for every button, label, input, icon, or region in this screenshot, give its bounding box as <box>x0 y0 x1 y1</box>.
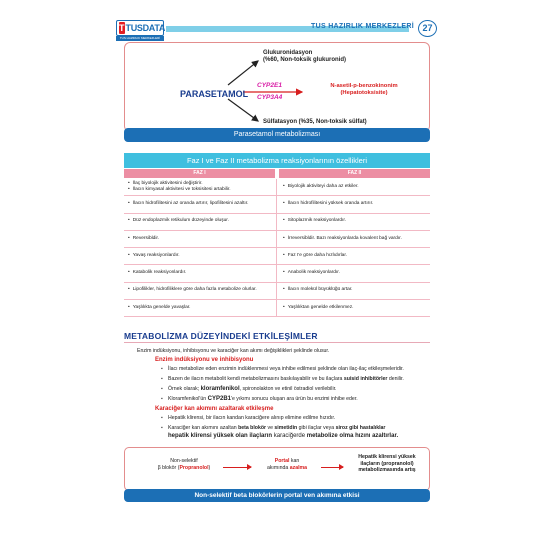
table-cell-item: • Yaşlılıkta genelde yavaşlar. <box>128 305 275 312</box>
table-cell-item: • Düz endoplazmik retikulum düzeyinde oluşur. <box>128 218 275 225</box>
logo-t-icon: T <box>119 23 125 33</box>
table-cell-item: • İlacın kimyasal aktivitesi ve toksisitesi artabilir. <box>128 187 275 194</box>
table-cell-item: • Sitoplazmik reaksiyonlardır. <box>283 218 430 225</box>
tusdata-logo <box>116 20 164 42</box>
table-cell-item: • İlacın hidrofilitesini yüksek oranda artırır. <box>283 201 430 208</box>
flow-box-beta-blocker <box>143 458 225 471</box>
flow-box2-pre: akımında <box>266 464 290 471</box>
table-row <box>124 231 430 248</box>
table-cell-item: • İrreversibldir. Bazı reaksiyonlarda kovalent bağ vardır. <box>283 236 430 243</box>
b3-post: , spironolakton ve etinil östradiol verilebilir. <box>239 386 337 392</box>
bullet-suicide-inhibitors <box>168 376 404 383</box>
phase-1-cell <box>124 265 275 281</box>
bullet-enzyme-1: ▪ İlacı metabolize eden enzimin indüklenmesi veya inhibe edilmesi şeklinde olan ilaç-ilaç etkileşmeleridir. <box>168 366 404 373</box>
phase-table <box>124 153 430 317</box>
table-row <box>124 283 430 300</box>
page-number: 27 <box>418 20 437 37</box>
flow-box2-line-2 <box>255 465 319 472</box>
phase-1-cell <box>124 300 275 316</box>
glucuronidation-line-1: Glukuronidasyon <box>263 50 313 56</box>
b6-bold-1: beta blokör <box>238 425 267 431</box>
flow-box3-line-3: metabolizmasında artış <box>358 467 416 473</box>
subheading-enzyme: Enzim indüksiyonu ve inhibisyonu <box>155 357 254 363</box>
table-cell-item: • Lipofilikler, hidrofiliklere göre daha fazla metabolize olurlar. <box>128 287 275 294</box>
phase-1-cell <box>124 231 275 247</box>
phase-table-title: Faz I ve Faz II metabolizma reaksiyonlarının özellikleri <box>124 153 430 168</box>
napqi-line-2: (Hepatotoksisite) <box>340 90 388 96</box>
phase-1-cell <box>124 196 275 212</box>
section-title: METABOLİZMA DÜZEYİNDEKİ ETKİLEŞİMLER <box>124 331 318 341</box>
b4-post: 'e yıkımı sonucu oluşan ara ürün bu enzimi inhibe eder. <box>230 396 358 402</box>
b6-pre: Karaciğer kan akımını azaltan <box>168 425 239 431</box>
b3-bold: kloramfenikol <box>200 386 240 392</box>
table-row <box>124 300 430 317</box>
bullet-examples <box>168 386 337 393</box>
flow-box-clearance <box>345 454 429 474</box>
subheading-blood-flow: Karaciğer kan akımını azaltarak etkileşme <box>155 406 274 412</box>
phase-2-cell <box>279 231 430 247</box>
logo-word: TUSDATA <box>125 23 166 33</box>
b4-bold: CYP2B1 <box>207 396 231 402</box>
table-cell-item: • İlaç biyolojik aktivitesini değiştirir. <box>128 181 275 188</box>
drug-name: PARASETAMOL <box>180 89 249 99</box>
bullet-blood-flow-line-2 <box>168 433 398 440</box>
b2-post: denilir. <box>387 376 404 382</box>
paracetamol-diagram <box>124 42 430 132</box>
glucuronidation-line-2: (%60, Non-toksik glukuronid) <box>263 57 347 63</box>
flow-box1-red: Propranolol <box>179 464 209 471</box>
cyp3a4-label: CYP3A4 <box>257 94 283 101</box>
table-cell-item: • Biyolojik aktiviteyi daha az etkiler. <box>283 184 430 191</box>
table-cell-item: • Yaşlılıktan genelde etkilenmez. <box>283 305 430 312</box>
flow-box1-line-1: Non-selektif <box>170 458 198 464</box>
phase-2-cell <box>279 214 430 230</box>
flow-arrow-1 <box>223 467 251 468</box>
flow-box3-line-1: Hepatik klirensi yüksek <box>358 454 416 460</box>
phase-1-cell <box>124 179 275 195</box>
phase-2-header: FAZ II <box>279 169 430 178</box>
table-cell-item: • İlacın hidrofilitesini az oranda artırır, lipofilitesini azaltır. <box>128 201 275 208</box>
flow-box1-post: ) <box>208 464 211 471</box>
table-row <box>124 196 430 213</box>
b6-mid-1: ve <box>266 425 275 431</box>
logo-subtitle: TUS HAZIRLIK MERKEZLERİ <box>116 36 164 41</box>
glucuronidation-label <box>263 50 346 64</box>
napqi-label <box>305 83 423 97</box>
section-underline <box>124 342 430 343</box>
table-cell-item: • Yavaş reaksiyonlardır. <box>128 253 275 260</box>
glucuronidation-arrow <box>228 61 258 85</box>
b6-line2-bold-1: hepatik klirensi yüksek olan ilaçların <box>168 433 273 439</box>
b2-bold: suisid inhibitörler <box>343 376 388 382</box>
header-title: TUS HAZIRLIK MERKEZLERİ <box>311 23 414 30</box>
phase-1-cell <box>124 248 275 264</box>
table-row <box>124 214 430 231</box>
table-cell-item: • Reversibldir. <box>128 236 275 243</box>
flow-box-portal <box>255 458 319 471</box>
phase-1-cell <box>124 283 275 299</box>
sulfation-label: Sülfatasyon (%35, Non-toksik sülfat) <box>263 119 367 125</box>
table-cell-item: • İlacın molekül büyüklüğü artar. <box>283 287 430 294</box>
table-row <box>124 179 430 196</box>
flow-box3-line-2: ilaçların (propranolol) <box>360 460 414 467</box>
b6-line2-bold-2: metabolize olma hızını azaltırlar. <box>306 433 399 439</box>
phase-2-cell <box>279 283 430 299</box>
table-row <box>124 265 430 282</box>
section-intro: Enzim indüksiyonu, inhibisyonu ve karaciğer kan akımı değişiklikleri şeklinde olusur. <box>137 348 330 354</box>
bullet-cyp2b1 <box>168 396 358 403</box>
flow-box2-red-1: Portal <box>274 458 290 464</box>
b2-pre: Bazen de ilacın metabolit kendi metabolizmasını baskılayabilir ve bu ilaçlara <box>168 376 344 382</box>
table-cell-item: • Anabolik reaksiyonlardır. <box>283 270 430 277</box>
phase-2-cell <box>279 248 430 264</box>
phase-2-cell <box>279 300 430 316</box>
b6-bold-2: simetidin <box>274 425 298 431</box>
table-cell-item: • Faz I'e göre daha hızlıdırlar. <box>283 253 430 260</box>
cyp2e1-label: CYP2E1 <box>257 82 282 89</box>
b4-pre: Kloramfenikol'ün <box>168 396 208 402</box>
phase-table-divider <box>276 179 277 317</box>
flow-box1-line-2 <box>143 465 225 472</box>
flow-box1-pre: β blokör ( <box>157 464 180 471</box>
bullet-hepatic-clearance: ▪ Hepatik klirensi, bir ilacın kandan karaciğere alınıp elimine edilme hızıdır. <box>168 415 335 422</box>
table-cell-item: • Katabolik reaksiyonlardır. <box>128 270 275 277</box>
bullet-blood-flow-line-1 <box>168 425 385 432</box>
b6-bold-3: siroz gibi hastalıklar <box>335 425 386 431</box>
sulfation-arrow <box>228 99 258 121</box>
napqi-line-1: N-asetil-p-benzokinonim <box>330 83 398 89</box>
paracetamol-caption: Parasetamol metabolizması <box>124 128 430 142</box>
phase-1-cell <box>124 214 275 230</box>
b6-mid-2: gibi ilaçlar veya <box>297 425 336 431</box>
table-row <box>124 248 430 265</box>
phase-1-header: FAZ I <box>124 169 275 178</box>
portal-flow-diagram <box>124 447 430 491</box>
flow-caption: Non-selektif beta blokörlerin portal ven akımına etkisi <box>124 489 430 502</box>
flow-arrow-2 <box>321 467 343 468</box>
flow-box2-red-2: azalma <box>289 464 308 471</box>
b6-line2-mid: karaciğerde <box>272 433 307 439</box>
phase-2-cell <box>279 265 430 281</box>
flow-box2-mid: kan <box>289 458 300 464</box>
phase-2-cell <box>279 196 430 212</box>
phase-2-cell <box>279 179 430 195</box>
logo-box <box>116 20 164 36</box>
b3-pre: Örnek olarak; <box>168 386 201 392</box>
